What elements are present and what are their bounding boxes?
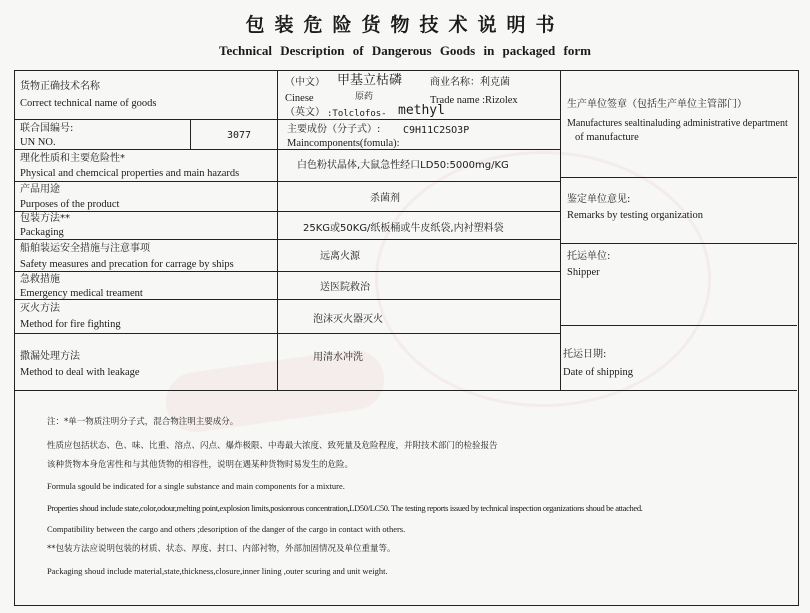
- use-label-en: Purposes of the product: [20, 199, 120, 210]
- faded-stamp: [375, 151, 711, 407]
- remarks-label-en: Remarks by testing organization: [567, 210, 703, 221]
- leak-label-en: Method to deal with leakage: [20, 367, 140, 378]
- name-en-value-prefix: :Tolclofos-: [327, 109, 387, 119]
- cinese-label: Cinese: [285, 93, 314, 104]
- right-line-1: [560, 177, 797, 178]
- medical-value: 送医院救治: [320, 282, 370, 293]
- components-label-cn: 主要成份（分子式）:: [287, 124, 381, 135]
- manufacturer-seal-cn: 生产单位签章（包括生产单位主管部门）: [567, 99, 747, 110]
- shipping-date-label-cn: 托运日期:: [563, 349, 607, 360]
- safety-value: 远离火源: [320, 251, 360, 262]
- name-label-cn: 货物正确技术名称: [20, 81, 100, 92]
- name-cn-tag: （中文）: [285, 77, 325, 88]
- row-line-6: [15, 271, 560, 272]
- divider-right-col: [560, 71, 561, 390]
- manufacturer-seal-en-1: Manufactures sealtinaluding administrative department: [567, 118, 788, 129]
- name-cn-value: 甲基立枯磷: [337, 73, 403, 88]
- name-en-value-suffix: methyl: [398, 103, 445, 118]
- document-title-cn: 包装危险货物技术说明书: [245, 14, 565, 36]
- props-value: 白色粉状晶体,大鼠急性经口LD50:5000mg/KG: [297, 160, 509, 171]
- use-label-cn: 产品用途: [20, 184, 60, 195]
- note-5: Properties shoud include state,color,odour,melting point,explosion limits,posionrous concentration,LD50/LC50. The testing reports issued by technical inspection organizations shoud be attached.: [47, 503, 643, 513]
- notes-top-line: [15, 390, 797, 391]
- fire-label-en: Method for fire fighting: [20, 319, 121, 330]
- right-line-3: [560, 325, 797, 326]
- shipper-label-cn: 托运单位:: [567, 251, 611, 262]
- note-7: **包装方法应说明包装的材质、状态、厚度、封口、内部衬物，外部加固情况及单位重量等。: [47, 544, 396, 554]
- name-label-en: Correct technical name of goods: [20, 98, 157, 109]
- document-title-en: Technical Description of Dangerous Goods in packaged form: [219, 43, 591, 58]
- un-number: 3077: [227, 130, 252, 141]
- note-6: Compatibility between the cargo and others ;desoription of the danger of the cargo in contact with others.: [47, 524, 406, 534]
- props-label-cn: 理化性质和主要危险性*: [20, 153, 125, 164]
- description-form: [14, 70, 799, 606]
- divider-un-col: [190, 119, 191, 149]
- safety-label-en: Safety measures and precation for carrage by ships: [20, 259, 234, 270]
- components-label-en: Maincomponents(fomula):: [287, 138, 400, 149]
- packing-label-en: Packaging: [20, 227, 64, 238]
- use-value: 杀菌剂: [370, 193, 400, 204]
- row-line-4: [15, 211, 560, 212]
- shipper-label-en: Shipper: [567, 267, 600, 278]
- row-line-3: [15, 181, 560, 182]
- note-8: Packaging shoud include material,state,thickness,closure,inner lining ,outer scuring and unit weight.: [47, 566, 388, 576]
- safety-label-cn: 船舶装运安全措施与注意事项: [20, 243, 150, 254]
- leak-label-cn: 撒漏处理方法: [20, 351, 80, 362]
- trade-name-cn: 商业名称：利克菌: [430, 77, 510, 88]
- note-3: 该种货物本身危害性和与其他货物的相容性，说明在遇某种货物时易发生的危险。: [47, 460, 354, 470]
- packing-label-cn: 包装方法**: [20, 213, 70, 224]
- fire-value: 泡沫灭火器灭火: [313, 314, 383, 325]
- row-line-5: [15, 239, 560, 240]
- un-label-cn: 联合国编号:: [20, 123, 74, 134]
- formula-value: C9H11C2SO3P: [403, 125, 470, 136]
- leak-value: 用清水冲洗: [313, 352, 363, 363]
- remarks-label-cn: 鉴定单位意见:: [567, 194, 631, 205]
- un-label-en: UN NO.: [20, 137, 56, 148]
- right-line-2: [560, 243, 797, 244]
- row-line-8: [15, 333, 560, 334]
- fire-label-cn: 灭火方法: [20, 303, 60, 314]
- manufacturer-seal-en-2: of manufacture: [575, 132, 639, 143]
- medical-label-cn: 急救措施: [20, 274, 60, 285]
- name-en-tag: （英文）: [285, 107, 325, 118]
- note-1: 注：*单一物质注明分子式，混合物注明主要成分。: [47, 417, 239, 427]
- note-4: Formula sgould be indicated for a single substance and main components for a mixture.: [47, 481, 345, 491]
- note-2: 性质应包括状态、色、味、比重、溶点、闪点、爆炸极限、中毒最大浓度、致死量及危险程度，并附技术部门的检验报告: [47, 441, 498, 451]
- row-line-1: [15, 119, 560, 120]
- shipping-date-label-en: Date of shipping: [563, 367, 633, 378]
- trade-name-en: Trade name :Rizolex: [430, 95, 518, 106]
- yuanyao-label: 原药: [355, 92, 374, 102]
- medical-label-en: Emergency medical treament: [20, 288, 143, 299]
- props-label-en: Physical and chemcical properties and main hazards: [20, 168, 240, 179]
- packing-value: 25KG或50KG/纸板桶或牛皮纸袋,内衬塑料袋: [303, 223, 504, 234]
